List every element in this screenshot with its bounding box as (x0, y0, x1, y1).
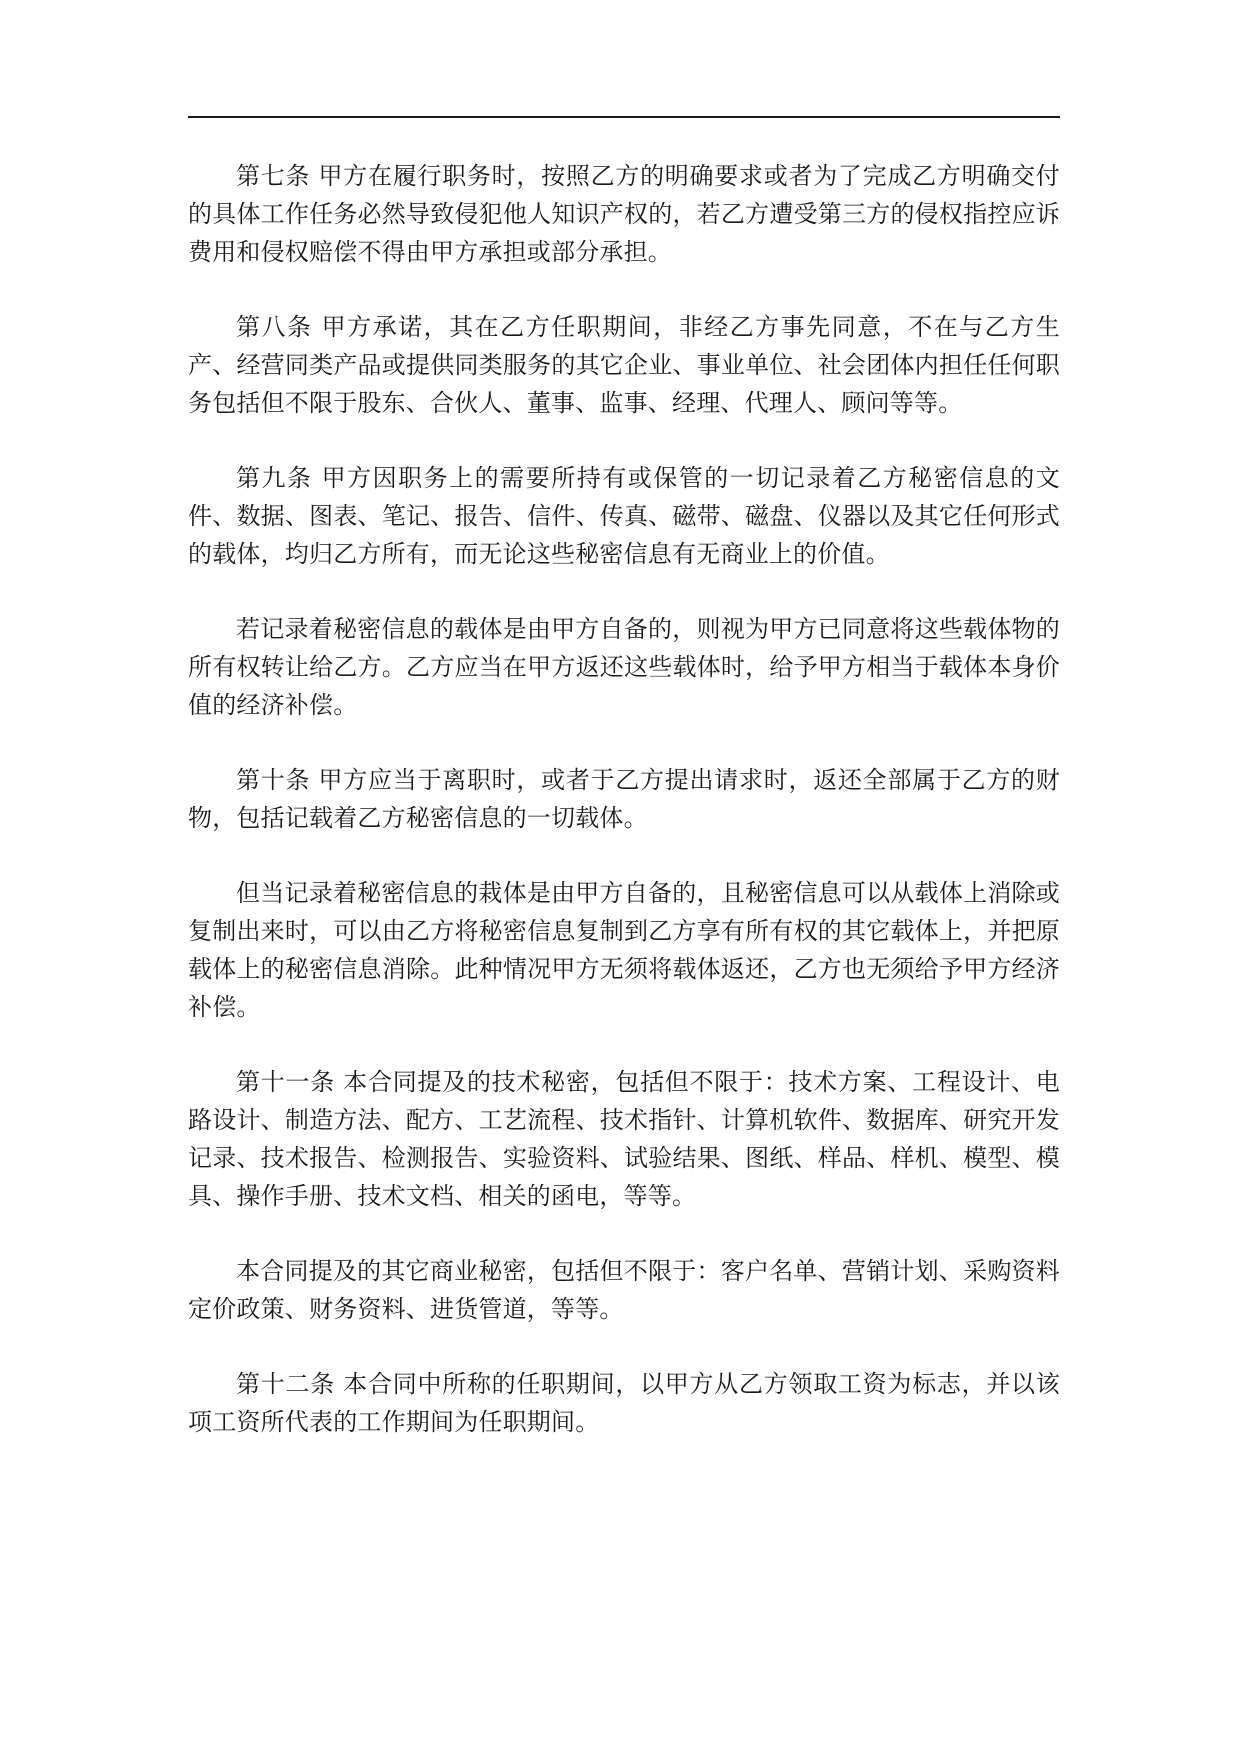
article-8-paragraph: 第八条 甲方承诺，其在乙方任职期间，非经乙方事先同意，不在与乙方生产、经营同类产品或提供同类服务的其它企业、事业单位、社会团体内担任任何职务包括但不限于股东、合伙人、董事、监事、经理、代理人、顾问等等。 (188, 313, 1060, 417)
article-9-supplement-paragraph: 若记录着秘密信息的载体是由甲方自备的，则视为甲方已同意将这些载体物的所有权转让给乙方。乙方应当在甲方返还这些载体时，给予甲方相当于载体本身价值的经济补偿。 (188, 615, 1060, 719)
article-12-paragraph: 第十二条 本合同中所称的任职期间，以甲方从乙方领取工资为标志，并以该项工资所代表的工作期间为任职期间。 (188, 1370, 1060, 1436)
article-7-paragraph: 第七条 甲方在履行职务时，按照乙方的明确要求或者为了完成乙方明确交付的具体工作任务必然导致侵犯他人知识产权的，若乙方遭受第三方的侵权指控应诉费用和侵权赔偿不得由甲方承担或部分承担。 (188, 162, 1060, 266)
article-10-paragraph: 第十条 甲方应当于离职时，或者于乙方提出请求时，返还全部属于乙方的财物，包括记载着乙方秘密信息的一切载体。 (188, 766, 1060, 832)
article-11-paragraph: 第十一条 本合同提及的技术秘密，包括但不限于：技术方案、工程设计、电路设计、制造方法、配方、工艺流程、技术指针、计算机软件、数据库、研究开发记录、技术报告、检测报告、实验资料、试验结果、图纸、样品、样机、模型、模具、操作手册、技术文档、相关的函电，等等。 (188, 1068, 1060, 1210)
article-9-paragraph: 第九条 甲方因职务上的需要所持有或保管的一切记录着乙方秘密信息的文件、数据、图表、笔记、报告、信件、传真、磁带、磁盘、仪器以及其它任何形式的载体，均归乙方所有，而无论这些秘密信息有无商业上的价值。 (188, 464, 1060, 568)
article-10-supplement-paragraph: 但当记录着秘密信息的栽体是由甲方自备的，且秘密信息可以从载体上消除或复制出来时，可以由乙方将秘密信息复制到乙方享有所有权的其它载体上，并把原载体上的秘密信息消除。此种情况甲方无须将载体返还，乙方也无须给予甲方经济补偿。 (188, 879, 1060, 1021)
article-11-supplement-paragraph: 本合同提及的其它商业秘密，包括但不限于：客户名单、营销计划、采购资料定价政策、财务资料、进货管道，等等。 (188, 1257, 1060, 1323)
header-rule (188, 116, 1060, 118)
contract-body (188, 157, 1060, 1441)
